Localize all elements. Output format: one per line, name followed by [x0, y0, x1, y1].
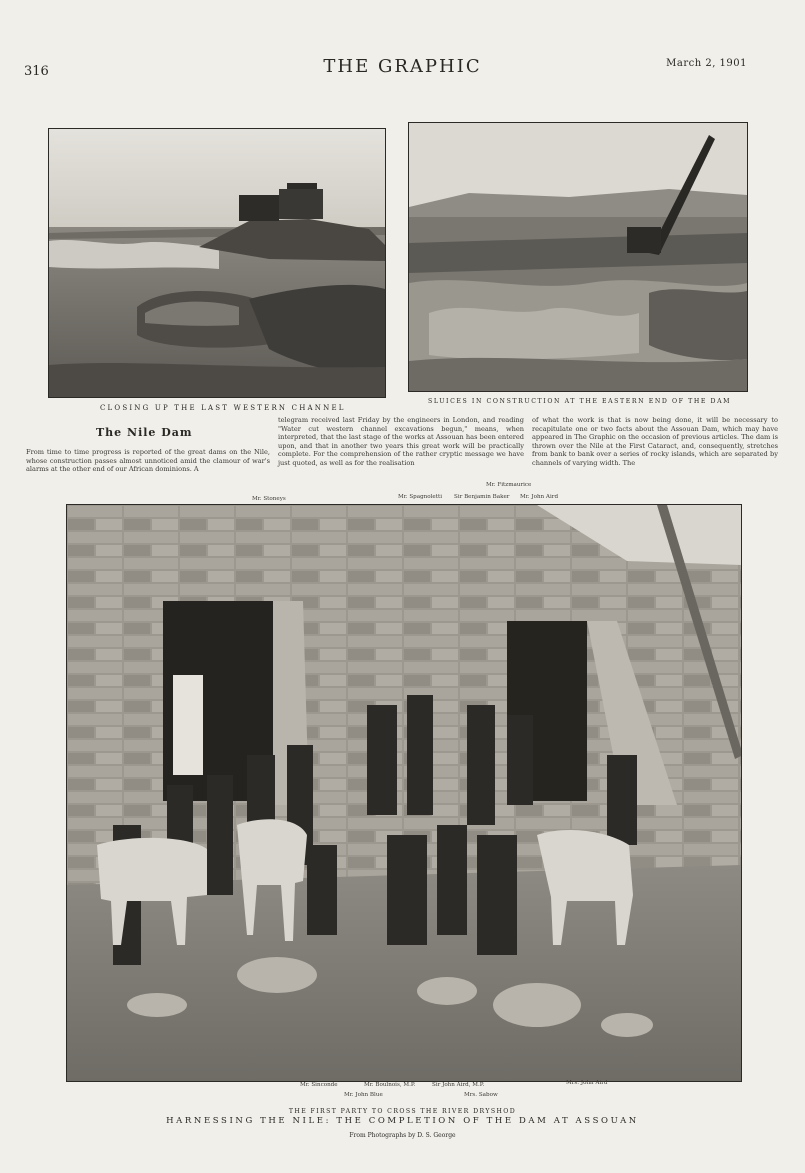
label-sabow: Mrs. Sabow: [464, 1092, 498, 1098]
photo-first-party: [66, 504, 742, 1082]
label-boulnois: Mr. Boulnois, M.P.: [364, 1082, 416, 1088]
masthead: THE GRAPHIC: [323, 56, 482, 77]
group-photo-drawing: [67, 505, 741, 1081]
article-column-2: telegram received last Friday by the engineers in London, and reading "Water cut western channel excavations begun," means, when interpreted, that the last stage of the works at Assouan has been entered upon, and that in another two years this great work will be practically complete. For the comprehension of the rather cryptic message we have just quoted, as well as for the realisation: [278, 416, 524, 467]
page-number: 316: [24, 64, 49, 79]
label-sinconde: Mr. Sinconde: [300, 1082, 338, 1088]
photo-credit: From Photographs by D. S. George: [349, 1132, 456, 1139]
sluices-photo-drawing: [409, 123, 747, 391]
caption-western-channel: CLOSING UP THE LAST WESTERN CHANNEL: [100, 404, 346, 412]
label-sir-john-aird: Sir John Aird, M.P.: [432, 1082, 485, 1088]
label-stoneys: Mr. Stoneys: [252, 496, 286, 502]
sub-caption: THE FIRST PARTY TO CROSS THE RIVER DRYSHOD: [288, 1108, 517, 1115]
issue-date: March 2, 1901: [666, 58, 747, 69]
label-spagnoletti: Mr. Spagnoletti: [398, 494, 443, 500]
photo-sluices-construction: [408, 122, 748, 392]
label-fitzmaurice: Mr. Fitzmaurice: [486, 482, 532, 488]
article-title: The Nile Dam: [96, 426, 193, 439]
label-john-aird: Mr. John Aird: [520, 494, 559, 500]
label-mrs-john-aird: Mrs. John Aird: [566, 1080, 608, 1086]
channel-photo-drawing: [49, 129, 385, 397]
caption-sluices: SLUICES IN CONSTRUCTION AT THE EASTERN END OF THE DAM: [428, 398, 732, 405]
article-column-1: From time to time progress is reported of the great dams on the Nile, whose construction passes almost unnoticed amid the clamour of war's alarms at the other end of our African dominions. A: [26, 448, 270, 474]
photo-western-channel: [48, 128, 386, 398]
label-john-blue: Mr. John Blue: [344, 1092, 383, 1098]
main-caption: HARNESSING THE NILE: THE COMPLETION OF THE DAM AT ASSOUAN: [166, 1116, 639, 1126]
label-benjamin-baker: Sir Benjamin Baker: [454, 494, 510, 500]
article-column-3: of what the work is that is now being done, it will be necessary to recapitulate one or two facts about the Assouan Dam, which may have appeared in The Graphic on the occasion of previous articles. The dam is thrown over the Nile at the First Cataract, and, consequently, stretches from bank to bank over a series of rocky islands, which are separated by channels of varying width. The: [532, 416, 778, 467]
